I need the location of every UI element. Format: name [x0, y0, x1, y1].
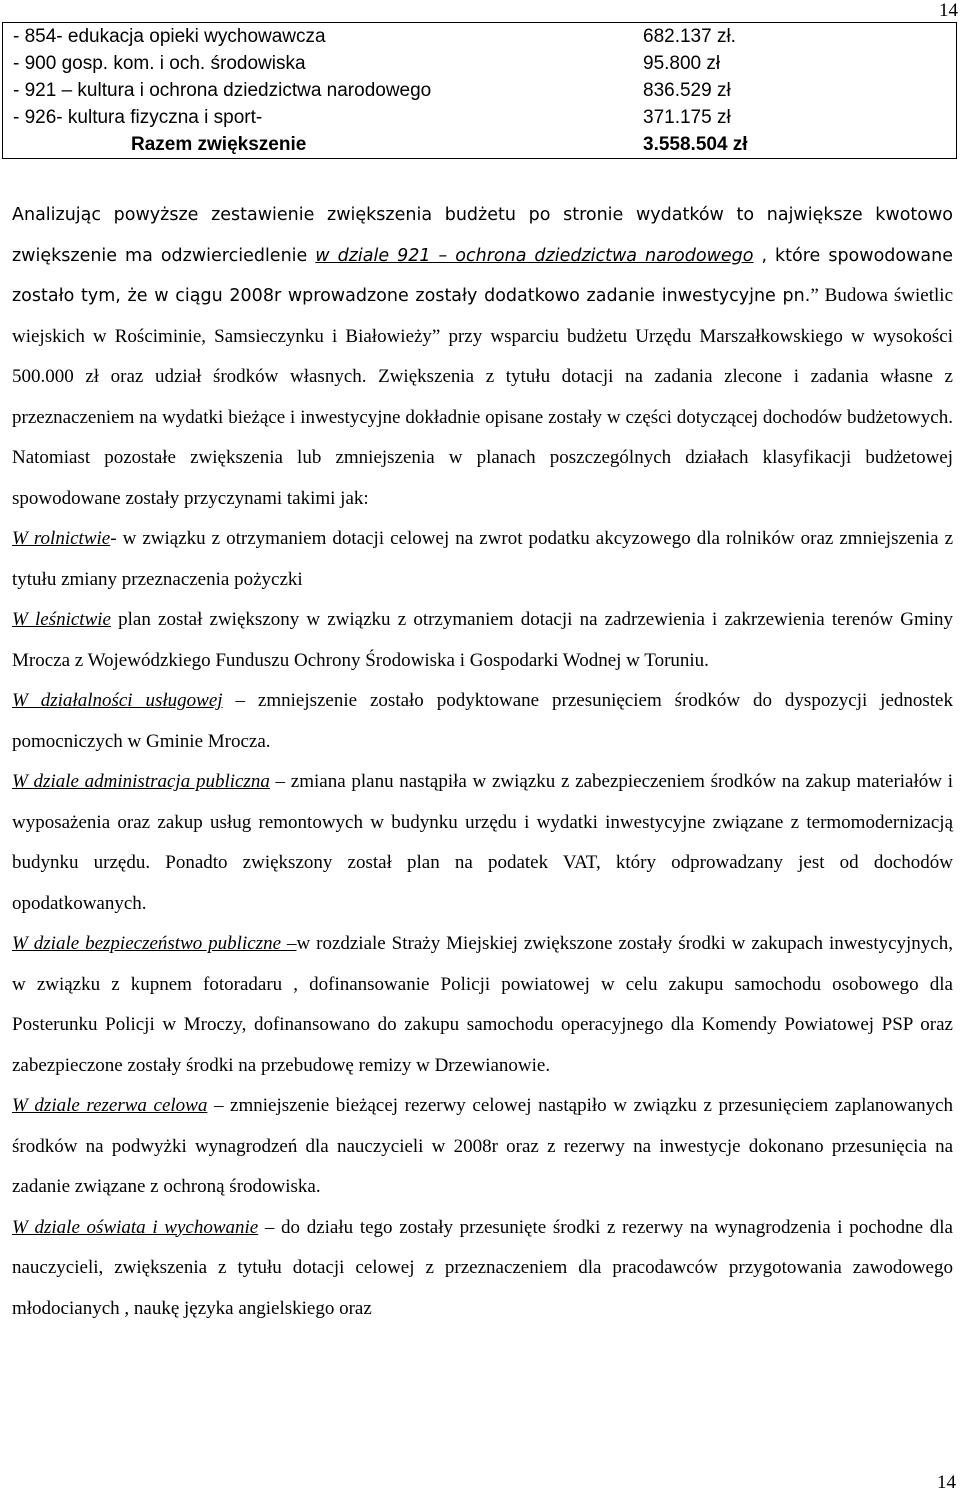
- text-agriculture: - w związku z otrzymaniem dotacji celowej na zwrot podatku akcyzowego dla rolników oraz zmniejszenia z tytułu zmiany przeznaczenia pożyczki: [12, 528, 954, 590]
- heading-education: W dziale oświata i wychowanie: [12, 1216, 259, 1238]
- text-administration: – zmiana planu nastąpiła w związku z zabezpieczeniem środków na zakup materiałów i wyposażenia oraz zakup usług remontowych w budynku urzędu i wydatki inwestycyjne związane z termomodernizacją budynku urzędu. Ponadto zwiększony został plan na podatek VAT, który odprowadzany jest od dochodów opodatkowanych.: [12, 771, 953, 914]
- document-body: [12, 195, 953, 1329]
- total-label: Razem zwiększenie: [131, 134, 307, 155]
- paragraph-summary: [12, 195, 953, 519]
- paragraph-education: [12, 1208, 953, 1330]
- heading-public-safety: W dziale bezpieczeństwo publiczne –: [12, 933, 297, 954]
- summary-text-c: ” Budowa świetlic wiejskich w Rościminie, Samsieczynku i Białowieży” przy wsparciu budżetu Urzędu Marszałkowskiego w wysokości 500.000 zł oraz udział środków własnych. Zwiększenia z tytułu dotacji na zadania zlecone i zadania własne z przeznaczeniem na wydatki bieżące i inwestycyjne dokładnie opisane zostały w części dotyczącej dochodów budżetowych. Natomiast pozostałe zwiększenia lub zmniejszenia w planach poszczególnych działach klasyfikacji budżetowej spowodowane zostały przyczynami takimi jak:: [12, 285, 953, 509]
- total-amount: 3.558.504 zł: [643, 134, 748, 155]
- page-number-bottom: 14: [937, 1472, 956, 1493]
- table-row: [3, 104, 957, 131]
- row-label: - 854- edukacja opieki wychowawcza: [13, 26, 326, 47]
- paragraph-reserve: [12, 1086, 953, 1208]
- text-reserve: – zmniejszenie bieżącej rezerwy celowej nastąpiło w związku z przesunięciem zaplanowanych środków na podwyżki wynagrodzeń dla nauczycieli w 2008r oraz z rezerwy na inwestycje dokonano przesunięcia na zadanie związane z ochroną środowiska.: [12, 1095, 954, 1197]
- text-forestry: plan został zwiększony w związku z otrzymaniem dotacji na zadrzewienia i zakrzewienia terenów Gminy Mrocza z Wojewódzkiego Funduszu Ochrony Środowiska i Gospodarki Wodnej w Toruniu.: [12, 609, 954, 671]
- row-amount: 371.175 zł: [643, 107, 731, 128]
- summary-text-a: Analizując powyższe zestawienie zwiększenia budżetu po stronie wydatków to największe kwotowo zwiększenie ma odzwierciedlenie: [12, 205, 953, 266]
- table-row: [3, 77, 957, 104]
- row-amount: 95.800 zł: [643, 53, 721, 74]
- page-number-top: 14: [939, 0, 958, 21]
- summary-section-921: w dziale 921 – ochrona dziedzictwa narodowego: [315, 245, 754, 266]
- row-amount: 836.529 zł: [643, 80, 731, 101]
- paragraph-public-safety: [12, 924, 953, 1086]
- paragraph-administration: [12, 762, 953, 924]
- heading-reserve: W dziale rezerwa celowa: [12, 1095, 208, 1116]
- text-services: – zmniejszenie zostało podyktowane przesunięciem środków do dyspozycji jednostek pomocniczych w Gminie Mrocza.: [12, 690, 953, 752]
- summary-text-b: , które spowodowane zostało tym, że w ciągu 2008r wprowadzone zostały dodatkowo zadanie inwestycyjne pn.: [12, 245, 953, 306]
- row-label: - 926- kultura fizyczna i sport-: [13, 107, 263, 128]
- table-total-row: [3, 131, 957, 159]
- text-education: – do działu tego zostały przesunięte środki z rezerwy na wynagrodzenia i pochodne dla nauczycieli, zwiększenia z tytułu dotacji celowej z przeznaczeniem dla pracodawców przygotowania zawodowego młodocianych , naukę języka angielskiego oraz: [12, 1216, 953, 1319]
- heading-administration: W dziale administracja publiczna: [12, 771, 270, 792]
- heading-forestry: W leśnictwie: [12, 609, 111, 630]
- row-label: - 921 – kultura i ochrona dziedzictwa narodowego: [13, 80, 432, 101]
- row-label: - 900 gosp. kom. i och. środowiska: [13, 53, 306, 74]
- paragraph-services: [12, 681, 953, 762]
- table-row: [3, 50, 957, 77]
- heading-services: W działalności usługowej: [12, 690, 223, 711]
- table-row: [3, 23, 957, 51]
- budget-increase-table: [2, 22, 957, 159]
- paragraph-forestry: [12, 600, 953, 681]
- paragraph-agriculture: [12, 519, 953, 600]
- heading-agriculture: W rolnictwie: [12, 528, 111, 549]
- row-amount: 682.137 zł.: [643, 26, 736, 47]
- text-public-safety: w rozdziale Straży Miejskiej zwiększone zostały środki w zakupach inwestycyjnych, w związku z kupnem fotoradaru , dofinansowanie Policji powiatowej w celu zakupu samochodu osobowego dla Posterunku Policji w Mroczy, dofinansowano do zakupu samochodu operacyjnego dla Komendy Powiatowej PSP oraz zabezpieczone zostały środki na przebudowę remizy w Drzewianowie.: [12, 933, 953, 1076]
